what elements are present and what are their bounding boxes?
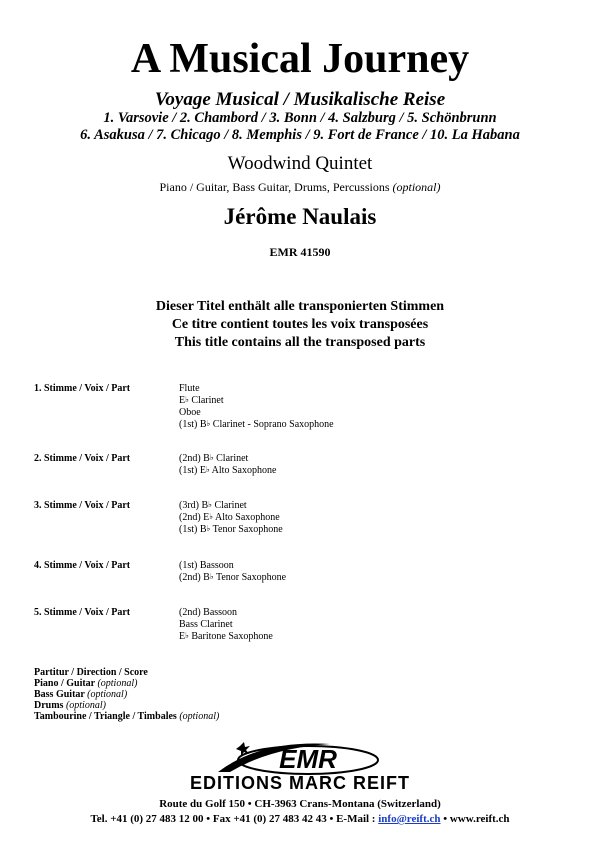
additional-part	[34, 711, 219, 722]
part-label: 5. Stimme / Voix / Part	[34, 607, 131, 618]
part-label: 3. Stimme / Voix / Part	[34, 500, 131, 511]
part-instruments	[179, 607, 273, 643]
notice-french: Ce titre contient toutes les voix transposées	[171, 317, 429, 332]
part-instruments	[179, 560, 286, 584]
publisher-contact	[0, 813, 600, 826]
instrument-name: Alto Saxophone	[213, 512, 280, 523]
additional-part-label: Bass Guitar	[34, 689, 85, 700]
additional-part	[34, 678, 219, 689]
part-label: 4. Stimme / Voix / Part	[34, 560, 131, 571]
instrument-name: Flute	[179, 383, 200, 394]
additional-part-label: Partitur / Direction / Score	[34, 667, 148, 678]
instrument-prefix: (3rd) B	[179, 500, 209, 511]
work-subtitle: Voyage Musical / Musikalische Reise	[154, 89, 446, 110]
optional-note: (optional)	[179, 711, 220, 722]
publisher-name: EDITIONS MARC REIFT	[190, 773, 410, 793]
instrument-line	[179, 453, 276, 465]
part-label: 1. Stimme / Voix / Part	[34, 383, 131, 394]
instrument-line	[179, 419, 334, 431]
instrument-name: Clarinet	[188, 395, 224, 406]
instrument-name: Clarinet - Soprano Saxophone	[210, 419, 334, 430]
instrument-name: Baritone Saxophone	[188, 631, 273, 642]
optional-note: (optional)	[65, 700, 106, 711]
instrument-prefix: E	[179, 631, 186, 642]
movements-line-2: 6. Asakusa / 7. Chicago / 8. Memphis / 9. Fort de France / 10. La Habana	[80, 127, 520, 143]
flat-sign-icon: ♭	[208, 500, 212, 509]
instrument-line	[179, 572, 286, 584]
additional-part-label: Drums	[34, 700, 64, 711]
instrument-line	[179, 383, 334, 395]
instrument-line	[179, 512, 283, 524]
instrument-prefix: (1st) E	[179, 465, 206, 476]
additional-part-label: Piano / Guitar	[34, 678, 95, 689]
ensemble-name: Woodwind Quintet	[227, 153, 373, 174]
movements-line-1: 1. Varsovie / 2. Chambord / 3. Bonn / 4. Salzburg / 5. Schönbrunn	[103, 110, 497, 126]
part-instruments	[179, 500, 283, 536]
notice-german: Dieser Titel enthält alle transponierten Stimmen	[155, 299, 445, 314]
notice-english: This title contains all the transposed parts	[174, 335, 426, 350]
optional-note: (optional)	[97, 678, 138, 689]
instrument-line	[179, 465, 276, 477]
additional-part	[34, 667, 219, 678]
flat-sign-icon: ♭	[185, 631, 189, 640]
instrument-prefix: (2nd) B	[179, 572, 210, 583]
contact-phone-fax: Tel. +41 (0) 27 483 12 00 • Fax +41 (0) 27 483 42 43 • E-Mail :	[90, 813, 379, 825]
part-instruments	[179, 453, 276, 477]
optional-note: (optional)	[87, 689, 128, 700]
additional-part	[34, 689, 219, 700]
additional-part	[34, 700, 219, 711]
flat-sign-icon: ♭	[209, 512, 214, 521]
instrumentation-text: Piano / Guitar, Bass Guitar, Drums, Percussions	[159, 180, 390, 194]
composer-name: Jérôme Naulais	[223, 204, 377, 229]
flat-sign-icon: ♭	[185, 395, 189, 404]
instrument-line	[179, 607, 273, 619]
instrument-prefix: (1st) B	[179, 524, 207, 535]
instrumentation-line	[0, 180, 600, 194]
part-instruments	[179, 383, 334, 431]
instrument-name: Alto Saxophone	[209, 465, 277, 476]
additional-parts-list	[34, 667, 219, 722]
publisher-address: Route du Golf 150 • CH-3963 Crans-Montana (Switzerland)	[159, 798, 441, 810]
contact-website: • www.reift.ch	[440, 813, 510, 825]
instrument-name: Oboe	[179, 407, 201, 418]
instrument-line	[179, 560, 286, 572]
instrument-prefix: Bass Clarinet	[179, 619, 233, 630]
instrument-prefix: (1st) B	[179, 419, 207, 430]
instrument-prefix: (1st) Bassoon	[179, 560, 234, 571]
instrument-line	[179, 524, 283, 536]
instrument-prefix: (2nd) Bassoon	[179, 607, 238, 618]
flat-sign-icon: ♭	[209, 572, 214, 581]
instrument-prefix: E	[179, 395, 186, 406]
logo-text: EMR	[279, 744, 337, 774]
instrument-name: Clarinet	[211, 500, 247, 511]
instrument-name: Clarinet	[213, 453, 249, 464]
instrument-line	[179, 619, 273, 631]
instrument-name: Tenor Saxophone	[213, 572, 287, 583]
catalog-code: EMR 41590	[269, 245, 331, 259]
instrument-name: Tenor Saxophone	[210, 524, 283, 535]
flat-sign-icon: ♭	[209, 453, 214, 462]
additional-part-label: Tambourine / Triangle / Timbales	[34, 711, 177, 722]
part-label: 2. Stimme / Voix / Part	[34, 453, 131, 464]
email-link[interactable]: info@reift.ch	[378, 813, 441, 825]
flat-sign-icon: ♭	[205, 465, 210, 474]
instrumentation-optional: (optional)	[392, 180, 441, 194]
instrument-line	[179, 500, 283, 512]
instrument-line	[179, 407, 334, 419]
instrument-line	[179, 631, 273, 643]
instrument-prefix: (2nd) B	[179, 453, 210, 464]
work-title: A Musical Journey	[130, 36, 470, 82]
flat-sign-icon: ♭	[206, 419, 211, 428]
instrument-prefix: (2nd) E	[179, 512, 210, 523]
flat-sign-icon: ♭	[206, 524, 211, 533]
instrument-line	[179, 395, 334, 407]
